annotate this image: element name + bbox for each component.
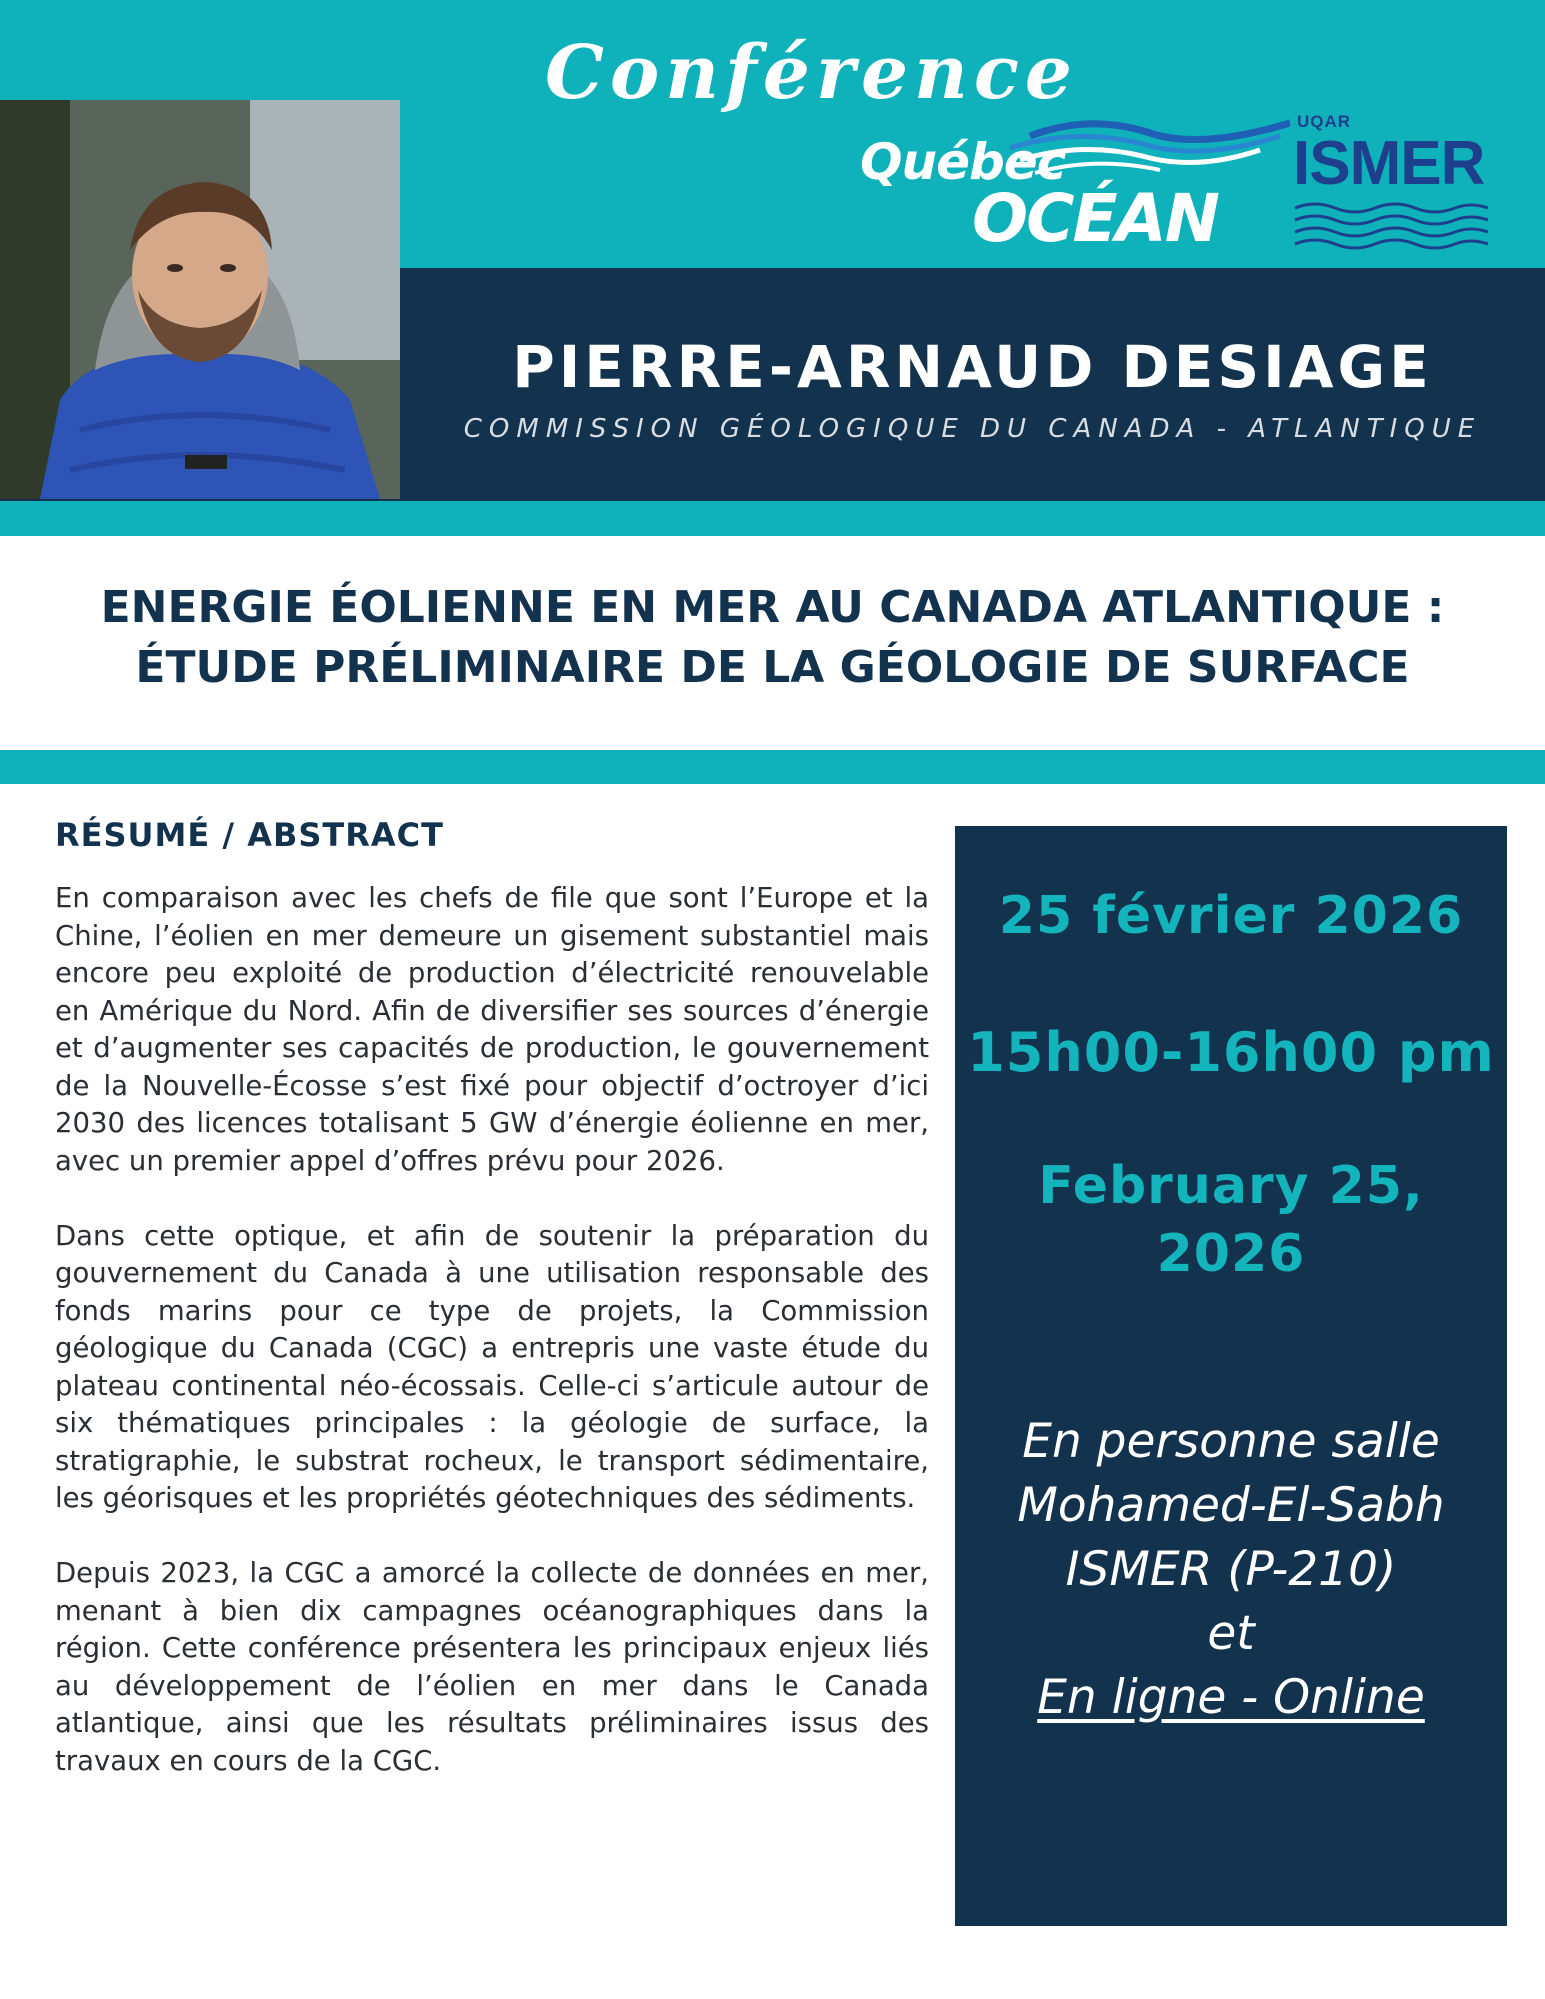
abstract-paragraph: Depuis 2023, la CGC a amorcé la collecte de données en mer, menant à bien dix campagnes océanographiques dans la région. Cette conférence présentera les principaux enjeux liés au développement de l’éolien en mer dans le Canada atlantique, ainsi que les résultats préliminaires issus des travaux en cours de la CGC. <box>55 1557 929 1777</box>
event-date-en-line2: 2026 <box>1156 1224 1306 1284</box>
speaker-name: PIERRE-ARNAUD DESIAGE <box>512 333 1433 401</box>
section-divider-stripe <box>0 750 1545 784</box>
location-line3: ISMER (P-210) <box>1065 1542 1397 1597</box>
event-time: 15h00-16h00 pm <box>967 1021 1495 1084</box>
conference-label: Conférence <box>545 30 1078 116</box>
speaker-affiliation: COMMISSION GÉOLOGIQUE DU CANADA - ATLANTIQUE <box>463 414 1482 444</box>
ismer-logo <box>1293 108 1493 258</box>
event-date-fr: 25 février 2026 <box>998 886 1464 946</box>
event-info-box <box>955 826 1507 1926</box>
event-date-en-line1: February 25, <box>1038 1156 1424 1216</box>
abstract-body <box>55 880 929 1818</box>
location-line2: Mohamed-El-Sabh <box>1017 1478 1445 1533</box>
logo-ocean-text: OCÉAN <box>972 180 1218 257</box>
abstract-paragraph: En comparaison avec les chefs de file que sont l’Europe et la Chine, l’éolien en mer demeure un gisement substantiel mais encore peu exploité de production d’électricité renouvelable en Amérique du Nord. Afin de diversifier ses sources d’énergie et d’augmenter ses capacités de production, le gouvernement de la Nouvelle-Écosse s’est fixé pour objectif d’octroyer d’ici 2030 des licences totalisant 5 GW d’énergie éolienne en mer, avec un premier appel d’offres prévu pour 2026. <box>55 882 929 1177</box>
online-link[interactable] <box>955 1670 1507 1725</box>
talk-title <box>40 578 1505 698</box>
quebec-ocean-logo <box>860 118 1290 258</box>
speaker-photo <box>0 100 400 499</box>
header <box>0 0 1545 536</box>
header-bottom-stripe <box>0 501 1545 536</box>
ismer-waves-icon <box>1293 200 1493 260</box>
abstract-heading: RÉSUMÉ / ABSTRACT <box>55 816 444 854</box>
talk-title-line2: ÉTUDE PRÉLIMINAIRE DE LA GÉOLOGIE DE SURFACE <box>135 642 1410 693</box>
logo-ismer-text: ISMER <box>1293 129 1485 198</box>
talk-title-line1: ENERGIE ÉOLIENNE EN MER AU CANADA ATLANTIQUE : <box>100 582 1445 633</box>
location-line1: En personne salle <box>1022 1414 1440 1469</box>
logo-quebec-text: Québec <box>860 133 1066 191</box>
online-link-text[interactable]: En ligne - Online <box>1037 1670 1425 1725</box>
abstract-paragraph: Dans cette optique, et afin de soutenir la préparation du gouvernement du Canada à une utilisation responsable des fonds marins pour ce type de projets, la Commission géologique du Canada (CGC) a entrepris une vaste étude du plateau continental néo-écossais. Celle-ci s’articule autour de six thématiques principales : la géologie de surface, la stratigraphie, le substrat rocheux, le transport sédimentaire, les géorisques et les propriétés géotechniques des sédiments. <box>55 1219 929 1514</box>
logo-uqar-text: UQAR <box>1297 112 1352 131</box>
location-and: et <box>1207 1606 1255 1661</box>
speaker-portrait-icon <box>0 100 400 499</box>
